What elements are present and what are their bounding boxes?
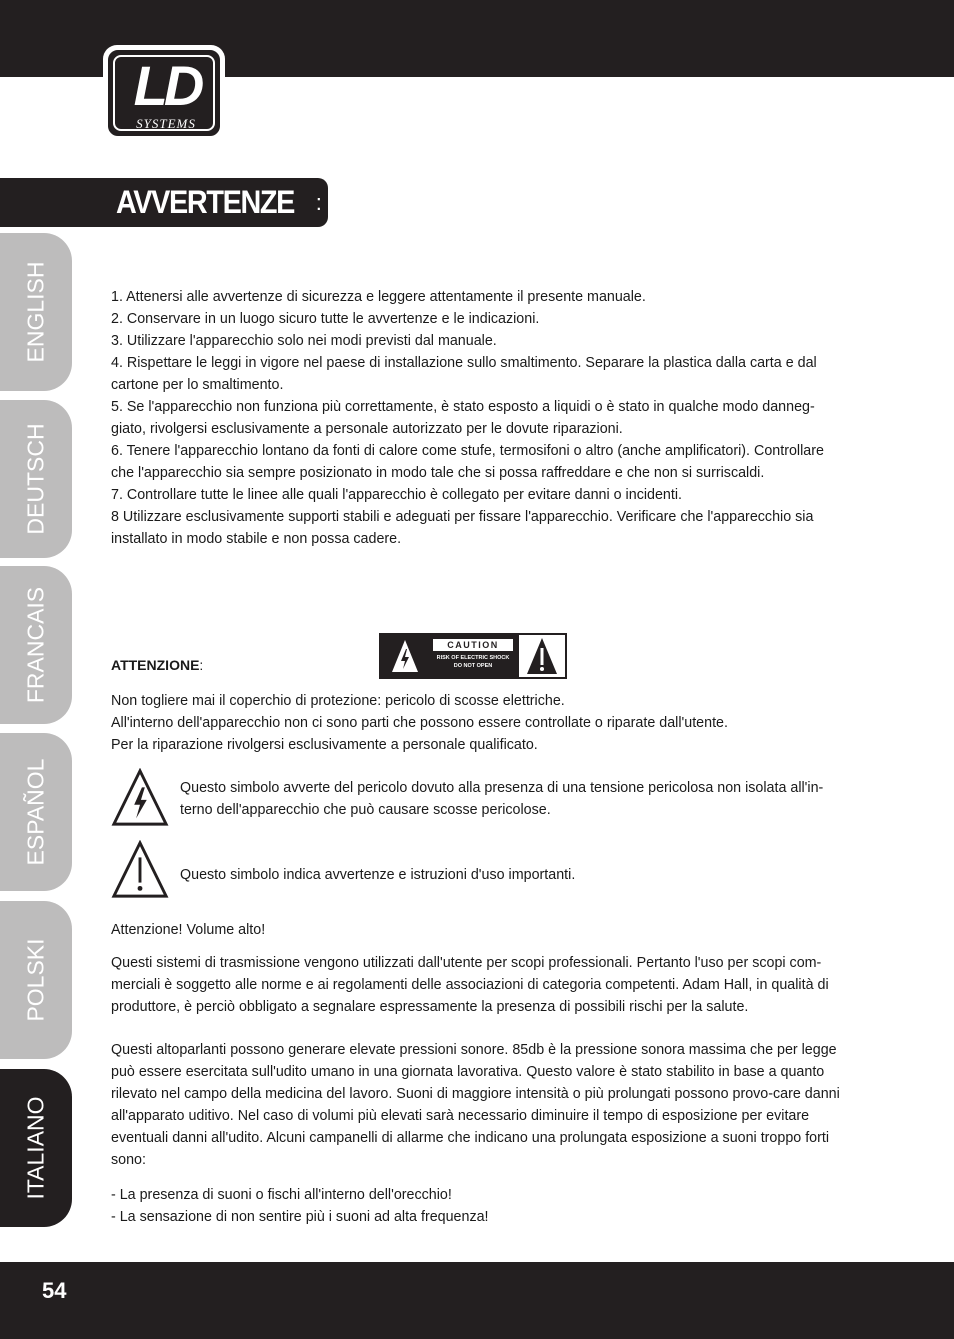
logo-brand: LD <box>133 54 201 117</box>
caution-word: CAUTION <box>433 639 513 651</box>
list-item: 7. Controllare tutte le linee alle quali l'apparecchio è collegato per evitare danni o incidenti. <box>111 487 682 503</box>
section-title-box <box>0 178 328 227</box>
tab-francais[interactable] <box>0 566 72 724</box>
caution-line-1: RISK OF ELECTRIC SHOCK <box>436 655 510 661</box>
volume-heading: Attenzione! Volume alto! <box>111 922 266 938</box>
attention-line: Non togliere mai il coperchio di protezione: pericolo di scosse elettriche. <box>111 693 565 709</box>
attention-text <box>111 690 846 756</box>
attention-label-text: ATTENZIONE <box>111 657 200 673</box>
bottom-bar <box>0 1262 954 1339</box>
tab-label: ESPAÑOL <box>22 758 49 866</box>
tab-polski[interactable] <box>0 901 72 1059</box>
page-title-colon: : <box>315 189 322 215</box>
volume-paragraph-1: Questi sistemi di trasmissione vengono utilizzati dall'utente per scopi professionali. Pertanto l'uso per scopi com-merciali è soggetto alle norme e ai regolamenti delle associazioni di categoria competenti. Adam Hall, in qualità di produttore, è perciò obbligato a segnalare espressamente la presenza di possibili rischi per la salute. <box>111 955 829 1015</box>
tab-italiano[interactable] <box>0 1069 72 1227</box>
list-item: - La presenza di suoni o fischi all'interno dell'orecchio! <box>111 1187 452 1203</box>
attention-label <box>111 657 203 673</box>
ld-systems-logo <box>103 45 225 141</box>
high-voltage-warning-icon <box>110 768 170 828</box>
exclamation-icon <box>517 635 565 677</box>
caution-line-2: DO NOT OPEN <box>453 663 493 669</box>
tab-label: FRANCAIS <box>22 586 49 704</box>
safety-list <box>111 286 846 550</box>
exclamation-symbol-text: Questo simbolo indica avvertenze e istruzioni d'uso importanti. <box>180 867 576 883</box>
attention-colon: : <box>199 657 204 673</box>
tab-label: POLSKI <box>22 938 49 1022</box>
exclamation-warning-icon <box>110 840 170 900</box>
page-title: AVVERTENZE <box>116 184 294 220</box>
caution-sign <box>379 633 567 679</box>
lightning-icon <box>381 635 429 677</box>
list-item: 2. Conservare in un luogo sicuro tutte le avvertenze e le indicazioni. <box>111 311 540 327</box>
attention-line: Per la riparazione rivolgersi esclusivamente a personale qualificato. <box>111 737 538 753</box>
list-item: 4. Rispettare le leggi in vigore nel paese di installazione sullo smaltimento. Separare la plastica dalla carta e dal cartone per lo smaltimento. <box>111 355 817 393</box>
tab-label: DEUTSCH <box>22 423 49 535</box>
list-item: 6. Tenere l'apparecchio lontano da fonti di calore come stufe, termosifoni o altro (anche amplificatori). Controllare che l'apparecchio sia sempre posizionato in modo tale che si possa raffreddare e che non si surriscaldi. <box>111 443 824 481</box>
list-item: - La sensazione di non sentire più i suoni ad alta frequenza! <box>111 1209 489 1225</box>
tab-deutsch[interactable] <box>0 400 72 558</box>
list-item: 1. Attenersi alle avvertenze di sicurezza e leggere attentamente il presente manuale. <box>111 289 646 305</box>
tab-espanol[interactable] <box>0 733 72 891</box>
list-item: 3. Utilizzare l'apparecchio solo nei modi previsti dal manuale. <box>111 333 497 349</box>
logo-sub: SYSTEMS <box>136 116 196 131</box>
volume-bullets <box>111 1184 846 1228</box>
tab-label: ENGLISH <box>22 261 49 363</box>
attention-line: All'interno dell'apparecchio non ci sono parti che possono essere controllate o riparate dall'utente. <box>111 715 728 731</box>
voltage-symbol-text: Questo simbolo avverte del pericolo dovuto alla presenza di una tensione pericolosa non isolata all'in-terno dell'apparecchio che può causare scosse pericolose. <box>180 780 824 818</box>
volume-paragraph-2: Questi altoparlanti possono generare elevate pressioni sonore. 85db è la pressione sonora massima che per legge può essere esercitata sull'udito umano in una giornata lavorativa. Questo valore è stato stabilito in base a quanto rilevato nel campo della medicina del lavoro. Suoni di maggiore intensità o più prolungati possono provo-care danni all'apparato uditivo. Nel caso di volumi più elevati sarà necessario diminuire il tempo di esposizione per evitare eventuali danni all'udito. Alcuni campanelli di allarme che indicano una prolungata esposizione a suoni troppo forti sono: <box>111 1042 840 1168</box>
list-item: 5. Se l'apparecchio non funziona più correttamente, è stato esposto a liquidi o è stato in qualche modo danneg-giato, rivolgersi esclusivamente a personale autorizzato per le dovute riparazioni. <box>111 399 815 437</box>
list-item: 8 Utilizzare esclusivamente supporti stabili e adeguati per fissare l'apparecchio. Verificare che l'apparecchio sia installato in modo stabile e non possa cadere. <box>111 509 814 547</box>
page-number: 54 <box>42 1278 67 1303</box>
tab-english[interactable] <box>0 233 72 391</box>
tab-label: ITALIANO <box>22 1096 49 1200</box>
